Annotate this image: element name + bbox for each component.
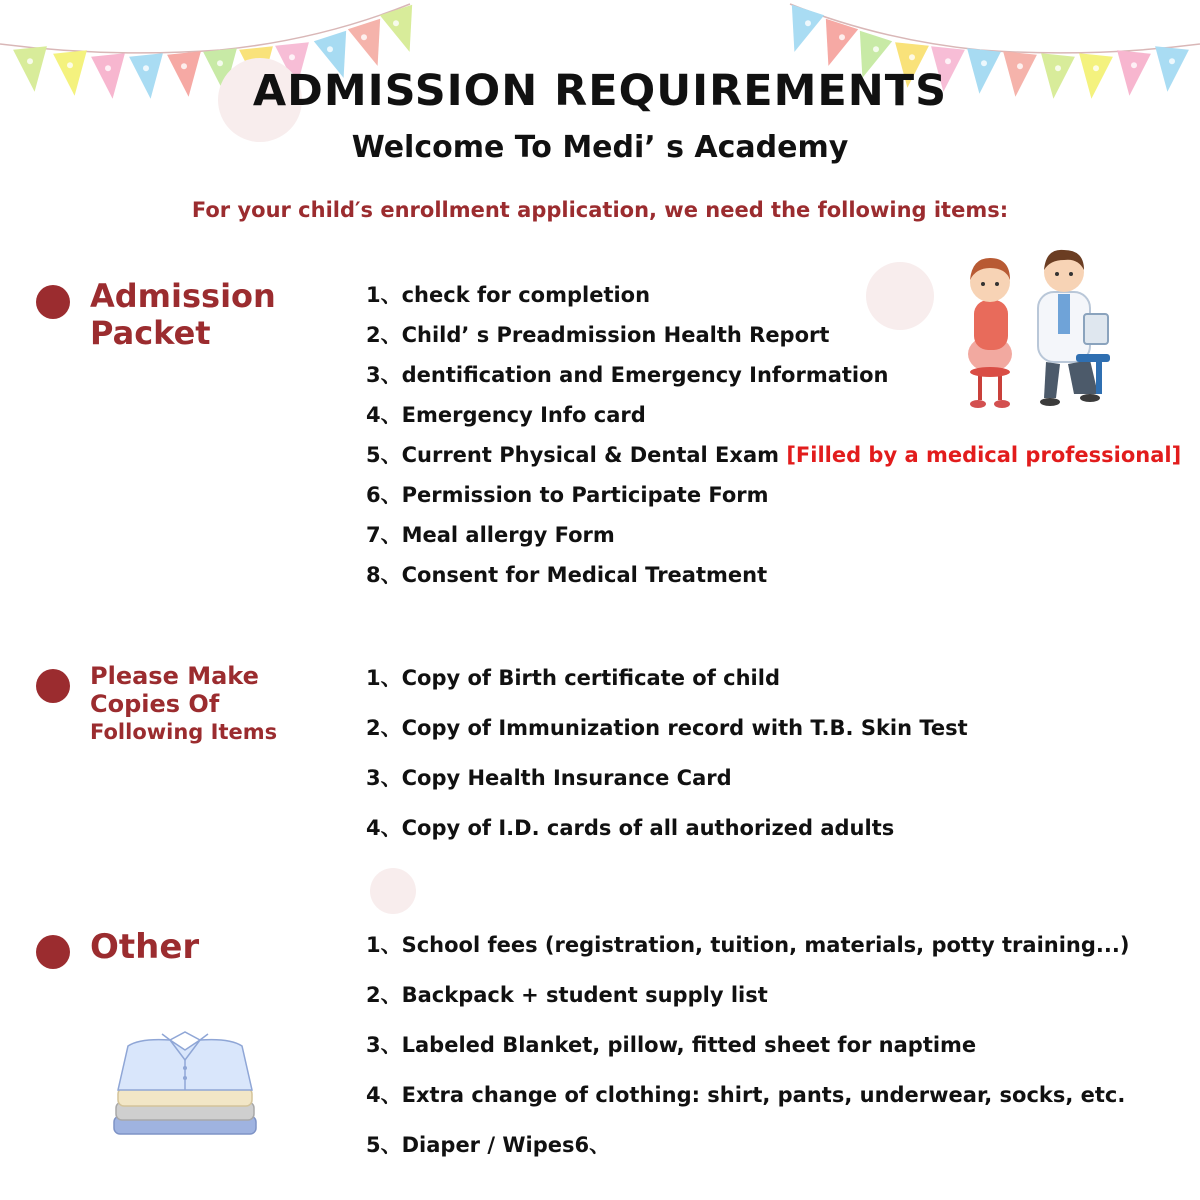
section-title-admission-packet — [90, 278, 276, 352]
section-title-line: Copies Of — [90, 690, 220, 718]
bunting-dot — [289, 54, 295, 60]
bunting-dot — [945, 58, 951, 64]
list-item-text: 5、Current Physical & Dental Exam — [366, 443, 779, 467]
list-item — [366, 439, 1181, 479]
list-item: 2、Backpack + student supply list — [366, 983, 768, 1007]
bunting-flag — [812, 19, 858, 71]
bunting-string — [0, 4, 410, 53]
section-bullet — [36, 669, 70, 703]
list-item: 4、Emergency Info card — [366, 403, 646, 427]
list-item: 5、Diaper / Wipes6、 — [366, 1133, 611, 1157]
bunting-flag — [778, 5, 824, 57]
section-title-line: Please Make — [90, 662, 259, 690]
section-title-line: Admission — [90, 277, 276, 315]
bunting-dot — [909, 54, 915, 60]
child-and-doctor-illustration — [950, 244, 1120, 414]
intro-text: For your child′s enrollment application, we need the following items: — [191, 198, 1009, 222]
decorative-circle — [370, 868, 416, 914]
bunting-flag — [348, 19, 394, 71]
list-item: 1、check for completion — [366, 283, 651, 307]
list-item: 2、Child’ s Preadmission Health Report — [366, 323, 830, 347]
section-title-line: Following Items — [90, 720, 278, 744]
page-subtitle: Welcome To Medi’ s Academy — [351, 130, 849, 165]
section-bullet — [36, 935, 70, 969]
bunting-dot — [393, 20, 399, 26]
section-title-make-copies — [90, 662, 277, 746]
section-bullet — [36, 285, 70, 319]
bunting-dot — [805, 20, 811, 26]
list-item: 8、Consent for Medical Treatment — [366, 563, 768, 587]
list-item: 3、Copy Health Insurance Card — [366, 766, 732, 790]
bunting-dot — [361, 34, 367, 40]
list-item: 2、Copy of Immunization record with T.B. Skin Test — [366, 716, 968, 740]
section-title-line: Other — [90, 927, 200, 967]
list-item: 6、Permission to Participate Form — [366, 483, 769, 507]
medical-professional-note: [Filled by a medical professional] — [786, 443, 1182, 467]
folded-clothes-stack-illustration — [110, 1026, 260, 1138]
list-item: 7、Meal allergy Form — [366, 523, 615, 547]
copies-list — [366, 662, 968, 862]
list-item: 3、dentification and Emergency Information — [366, 363, 889, 387]
bunting-dot — [1169, 58, 1175, 64]
page-title: ADMISSION REQUIREMENTS — [252, 66, 948, 116]
list-item: 4、Extra change of clothing: shirt, pants, underwear, socks, etc. — [366, 1083, 1126, 1107]
section-title-other — [90, 928, 199, 967]
bunting-dot — [27, 58, 33, 64]
bunting-dot — [873, 46, 879, 52]
list-item: 4、Copy of I.D. cards of all authorized adults — [366, 816, 895, 840]
other-list — [366, 929, 1129, 1179]
list-item: 3、Labeled Blanket, pillow, fitted sheet for naptime — [366, 1033, 977, 1057]
list-item: 1、School fees (registration, tuition, materials, potty training...) — [366, 933, 1130, 957]
bunting-dot — [839, 34, 845, 40]
list-item: 1、Copy of Birth certificate of child — [366, 666, 780, 690]
bunting-dot — [327, 46, 333, 52]
section-title-line: Packet — [90, 313, 211, 352]
